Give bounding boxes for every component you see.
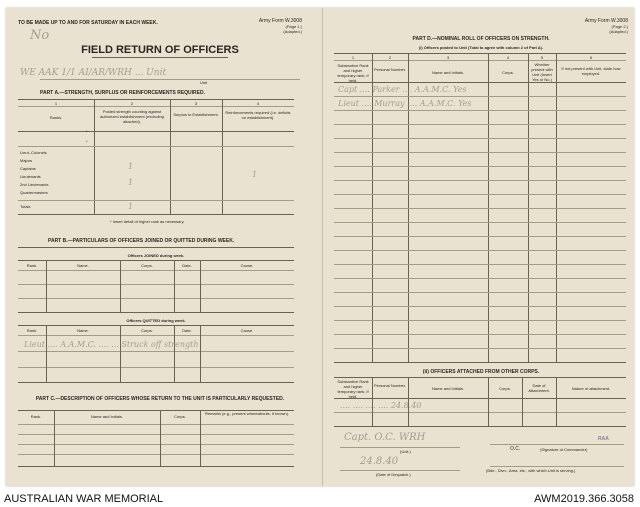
unit-line (40, 79, 300, 80)
unit-label: Unit (200, 80, 208, 85)
totals-label: Totals (20, 204, 31, 209)
section-ii-title: (ii) OFFICERS ATTACHED FROM OTHER CORPS. (422, 369, 540, 375)
rank-majors: Majors (20, 158, 33, 163)
rank-lieut-colonels: Lieut.-Colonels (20, 150, 47, 155)
handwritten-row-1: Capt .... Parker .... A.A.M.C. Yes (338, 85, 467, 94)
header-ranks: Ranks. (49, 115, 63, 120)
handwritten-quitted-entry: Lieut .... A.A.M.C. .... ... Struck off strength (24, 340, 199, 349)
oc-label: O.C. (510, 446, 521, 452)
army-form-label: Army Form W.3008 (258, 18, 302, 24)
handwritten-row-2: Lieut .... Murray .... A.A.M.C. Yes (338, 99, 472, 108)
header-reinforcements: Reinforcements required (i.e. deficits on establishment). (225, 110, 291, 120)
top-instruction: TO BE MADE UP TO AND FOR SATURDAY IN EACH WEEK. (18, 20, 158, 26)
joined-title: Officers JOINED during week. (127, 253, 185, 258)
part-c-title: PART C.—DESCRIPTION OF OFFICERS WHOSE RETURN TO THE UNIT IS PARTICULARLY REQUESTED. (35, 396, 285, 402)
header-present: Whether present with Unit (Insert Yes or No.) (531, 62, 553, 82)
part-b-title: PART B.—PARTICULARS OF OFFICERS JOINED OR QUITTED DURING WEEK. (48, 238, 235, 244)
part-d-title: PART D.—NOMINAL ROLL OF OFFICERS ON STRENGTH. (412, 36, 550, 42)
part-a-title: PART A.—STRENGTH, SURPLUS OR REINFORCEMENTS REQUIRED. (40, 90, 206, 96)
part-a-footnote: * Insert detail of higher rank as necessary. (110, 219, 185, 224)
page-label: (Page 1.) (285, 24, 302, 29)
header-corps: Corps. (502, 70, 514, 75)
title-underline (92, 57, 228, 58)
header-surplus: Surplus to Establishment. (173, 112, 219, 117)
quitted-title: Officers QUITTED during week. (126, 318, 186, 323)
handwritten-signature: Capt. O.C. WRH (344, 432, 426, 443)
rank-captains: Captains (20, 166, 36, 171)
handwritten-number: No (30, 28, 50, 43)
handwritten-attached-row: .... .... .... .... 24.8.40 (340, 401, 422, 410)
section-i-title: (i) Officers posted to Unit (Total to agree with column 2 of Part A). (418, 45, 544, 50)
rank-2nd-lieutenants: 2nd Lieutenants (20, 182, 49, 187)
header-name-initials: Name and Initials. (431, 70, 464, 75)
header-posted-strength: Posted strength counting against authorized establishment (excluding attached). (100, 109, 164, 124)
handwritten-unit: WE AAK 1/1 AI/AR/WRH ... Unit (20, 68, 167, 78)
header-substantive-rank: Substantive Rank and higher temporary rank, if held. (337, 63, 369, 83)
footer-accession-number: AWM2019.366.3058 (534, 493, 634, 505)
unit-stamp: RAA (598, 436, 609, 442)
handwritten-date: 24.8.40 (360, 456, 399, 467)
footer-institution: AUSTRALIAN WAR MEMORIAL (4, 493, 164, 505)
page-fold (322, 8, 323, 486)
rank-lieutenants: Lieutenants (20, 174, 41, 179)
header-personal-number: Personal Number. (373, 67, 406, 72)
right-army-form: Army Form W.3008 (584, 18, 628, 24)
date-of-despatch-caption: (Date of Despatch.) (376, 472, 411, 477)
signature-caption: (Signature of Commander) (540, 447, 588, 452)
adapted-label: (Adapted.) (283, 29, 302, 34)
header-how-employed: If not present with Unit, state how employed. (561, 66, 621, 76)
main-title: FIELD RETURN OF OFFICERS (81, 44, 239, 56)
serving-caption: (Bde., Divn., Area, etc., with which Unit is serving.) (486, 468, 576, 473)
unit-caption: (Unit.) (400, 449, 411, 454)
rank-quartermasters: Quartermasters (20, 190, 48, 195)
